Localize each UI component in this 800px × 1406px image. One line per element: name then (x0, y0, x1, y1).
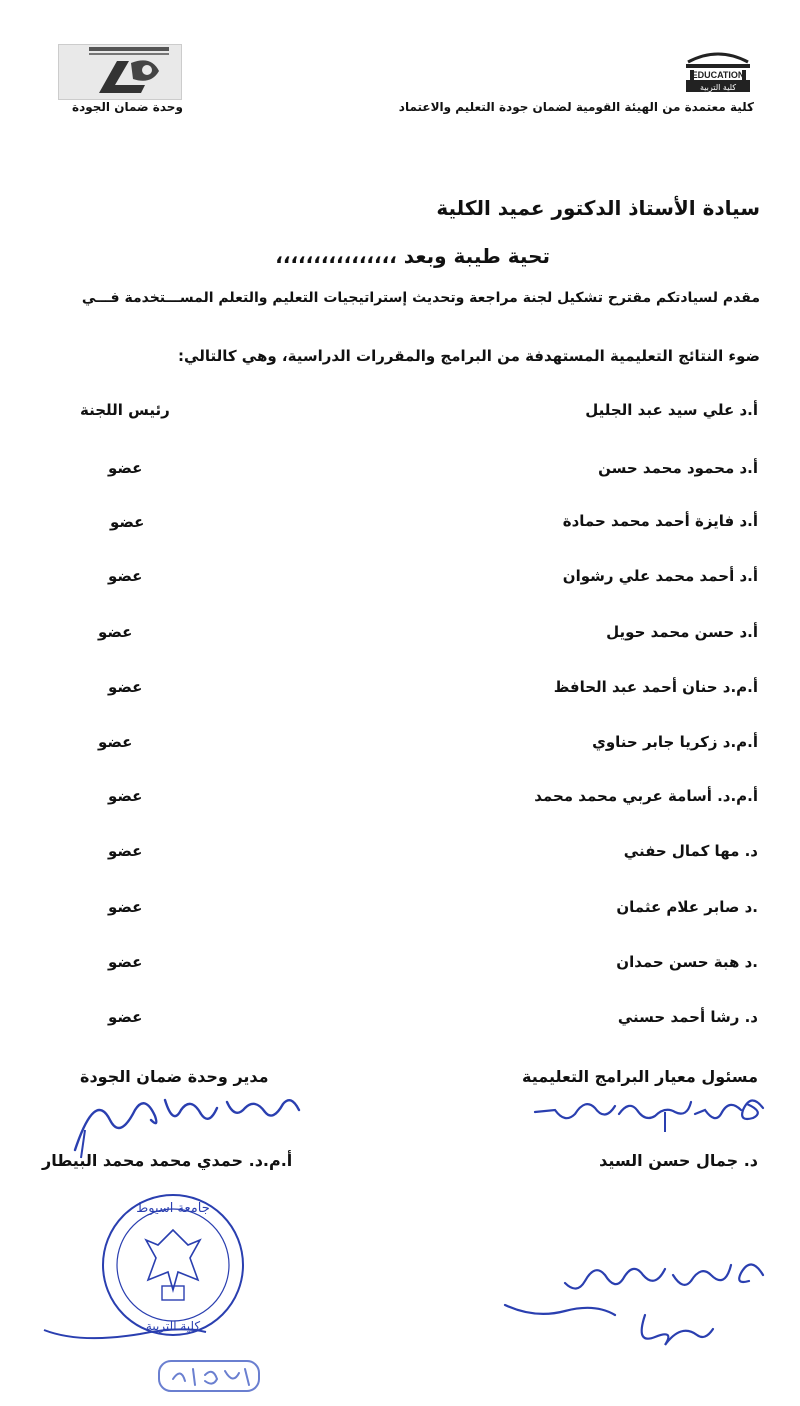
member-name: أ.م.د. أسامة عربي محمد محمد (534, 787, 758, 805)
member-name: أ.د محمود محمد حسن (598, 459, 758, 477)
signatory-right-title: مسئول معيار البرامج التعليمية (521, 1067, 758, 1086)
member-role: عضو (108, 898, 143, 916)
signature-left (55, 1080, 315, 1160)
member-name: أ.م.د زكريا جابر حناوي (592, 733, 758, 751)
member-name: أ.د حسن محمد حويل (606, 623, 758, 641)
member-role: عضو (98, 733, 133, 751)
member-role: عضو (108, 459, 143, 477)
member-name: أ.د علي سيد عبد الجليل (585, 401, 758, 419)
member-name: أ.د أحمد محمد علي رشوان (562, 567, 758, 585)
member-role: عضو (108, 787, 143, 805)
addressee: سيادة الأستاذ الدكتور عميد الكلية (436, 196, 760, 220)
quality-unit-logo (58, 44, 182, 100)
logo-faculty-text: كلية التربية (699, 83, 737, 92)
member-role: عضو (108, 1008, 143, 1026)
logo-education-text: EDUCATION (691, 70, 745, 80)
stamp-bottom-text: كلية التربية (145, 1319, 201, 1333)
member-name: د. رشا أحمد حسني (617, 1008, 758, 1026)
member-name: د. مها كمال حفني (623, 842, 758, 860)
member-name: .د صابر علام عثمان (616, 898, 758, 916)
body-line-1: مقدم لسيادتكم مقترح تشكيل لجنة مراجعة وتحديث إستراتيجيات التعليم والتعلم المســـتخدمة فـــي (81, 290, 760, 306)
member-role: عضو (98, 623, 133, 641)
faculty-of-education-logo (682, 44, 754, 94)
ink-stroke (40, 1290, 210, 1350)
member-role: عضو (108, 567, 143, 585)
signature-right (515, 1088, 775, 1138)
signatory-right-name: د. جمال حسن السيد (599, 1151, 758, 1170)
signatory-left-name: أ.م.د. حمدي محمد محمد البيطار (42, 1151, 293, 1170)
member-role: عضو (108, 842, 143, 860)
member-role: عضو (108, 953, 143, 971)
member-role: عضو (110, 513, 145, 531)
registration-number (155, 1355, 265, 1399)
member-role: رئيس اللجنة (80, 401, 170, 419)
quality-unit-header-text: وحدة ضمان الجودة (72, 100, 183, 114)
accreditation-header-text: كلية معتمدة من الهيئة القومية لضمان جودة التعليم والاعتماد (398, 100, 754, 114)
dean-handwritten-note (505, 1245, 775, 1355)
signatory-left-title: مدير وحدة ضمان الجودة (80, 1067, 269, 1086)
member-name: أ.د فايزة أحمد محمد حمادة (562, 512, 758, 530)
body-line-2: ضوء النتائج التعليمية المستهدفة من البرامج والمقررات الدراسية، وهي كالتالي: (178, 347, 760, 365)
greeting: تحية طيبة وبعد ،،،،،،،،،،،،،،،، (275, 244, 550, 268)
stamp-top-text: جامعة اسيوط (136, 1201, 210, 1216)
member-name: أ.م.د حنان أحمد عبد الحافظ (553, 678, 758, 696)
member-role: عضو (108, 678, 143, 696)
member-name: .د هبة حسن حمدان (616, 953, 758, 971)
